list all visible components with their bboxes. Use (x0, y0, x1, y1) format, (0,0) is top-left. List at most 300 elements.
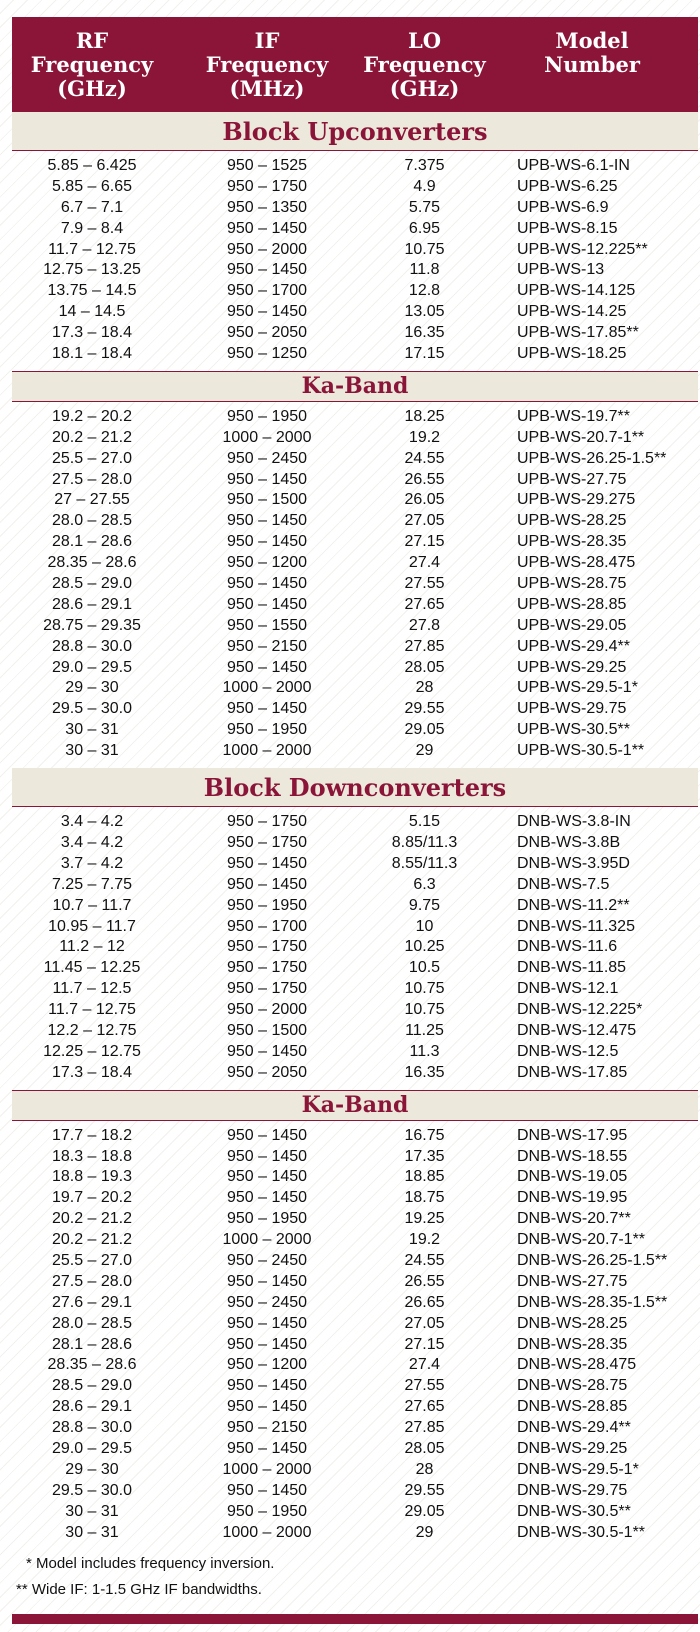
rf-frequency-cell: 7.25 – 7.75 (51, 875, 133, 893)
table-row (12, 407, 698, 428)
if-frequency-cell: 950 – 1450 (226, 1377, 308, 1395)
model-number-cell: UPB-WS-19.7** (517, 407, 630, 425)
rf-frequency-cell: 28.8 – 30.0 (51, 637, 133, 655)
table-row (12, 1439, 698, 1460)
rf-frequency-cell: 18.1 – 18.4 (51, 345, 133, 363)
lo-frequency-cell: 27.05 (404, 1314, 445, 1332)
if-frequency-cell: 950 – 1750 (226, 959, 308, 977)
table-row (12, 1167, 698, 1188)
section-title: Block Upconverters (12, 112, 698, 151)
rf-frequency-cell: 28.35 – 28.6 (47, 1356, 137, 1374)
if-frequency-cell: 950 – 1450 (226, 658, 308, 676)
rf-frequency-cell: 11.45 – 12.25 (43, 959, 141, 977)
if-frequency-cell: 950 – 2050 (226, 1063, 308, 1081)
section-rows (12, 402, 698, 768)
lo-frequency-cell: 4.9 (413, 177, 436, 195)
lo-frequency-cell: 27.4 (408, 554, 441, 572)
model-number-cell: UPB-WS-28.75 (517, 575, 627, 593)
section-rows (12, 807, 698, 1090)
model-number-cell: UPB-WS-29.4** (517, 637, 630, 655)
table-row (12, 875, 698, 896)
if-frequency-cell: 950 – 1950 (226, 1502, 308, 1520)
rf-frequency-cell: 12.2 – 12.75 (47, 1021, 137, 1039)
model-number-cell: DNB-WS-17.85 (517, 1063, 628, 1081)
rf-frequency-cell: 10.7 – 11.7 (52, 896, 132, 914)
lo-frequency-cell: 16.75 (404, 1126, 445, 1144)
rf-frequency-cell: 17.3 – 18.4 (51, 1063, 133, 1081)
table-row (12, 1314, 698, 1335)
rf-frequency-cell: 29 – 30 (65, 679, 119, 697)
header-lo-frequency: LO Frequency (GHz) (363, 28, 486, 101)
lo-frequency-cell: 7.375 (404, 157, 445, 174)
table-row (12, 1251, 698, 1272)
lo-frequency-cell: 5.15 (408, 813, 441, 831)
rf-frequency-cell: 28.0 – 28.5 (51, 1314, 133, 1332)
table-row (12, 678, 698, 699)
if-frequency-cell: 950 – 1750 (226, 938, 308, 956)
table-row (12, 616, 698, 637)
lo-frequency-cell: 28.05 (404, 658, 445, 676)
rf-frequency-cell: 12.75 – 13.25 (43, 261, 141, 279)
if-frequency-cell: 950 – 1450 (226, 1481, 308, 1499)
table-row (12, 595, 698, 616)
model-number-cell: DNB-WS-28.35-1.5** (517, 1293, 668, 1311)
rf-frequency-cell: 30 – 31 (65, 721, 119, 739)
if-frequency-cell: 950 – 1450 (226, 1189, 308, 1207)
table-row (12, 1293, 698, 1314)
model-number-cell: UPB-WS-20.7-1** (517, 428, 645, 446)
lo-frequency-cell: 5.75 (408, 198, 441, 216)
rf-frequency-cell: 28.1 – 28.6 (51, 1335, 133, 1353)
lo-frequency-cell: 28 (415, 679, 434, 697)
lo-frequency-cell: 19.25 (404, 1210, 445, 1228)
lo-frequency-cell: 27.55 (404, 575, 445, 593)
if-frequency-cell: 950 – 1450 (226, 854, 308, 872)
lo-frequency-cell: 29.55 (404, 1481, 445, 1499)
section-title: Ka-Band (12, 1090, 698, 1121)
table-row (12, 637, 698, 658)
rf-frequency-cell: 27.6 – 29.1 (51, 1293, 133, 1311)
model-number-cell: UPB-WS-14.25 (517, 303, 627, 321)
model-number-cell: DNB-WS-26.25-1.5** (517, 1251, 668, 1269)
footer-bar (12, 1614, 698, 1624)
rf-frequency-cell: 11.7 – 12.75 (48, 1001, 136, 1019)
rf-frequency-cell: 3.4 – 4.2 (60, 833, 124, 851)
model-number-cell: DNB-WS-19.95 (517, 1189, 628, 1207)
rf-frequency-cell: 28.0 – 28.5 (51, 512, 133, 530)
table-row (12, 532, 698, 553)
rf-frequency-cell: 27.5 – 28.0 (51, 470, 133, 488)
table-row (12, 699, 698, 720)
table-row (12, 574, 698, 595)
rf-frequency-cell: 5.85 – 6.65 (51, 177, 133, 195)
table-row (12, 1481, 698, 1502)
if-frequency-cell: 950 – 1450 (226, 533, 308, 551)
table-row (12, 553, 698, 574)
table-row (12, 1209, 698, 1230)
table-header (12, 17, 698, 112)
lo-frequency-cell: 8.55/11.3 (391, 854, 458, 872)
rf-frequency-cell: 28.5 – 29.0 (51, 575, 133, 593)
rf-frequency-cell: 17.3 – 18.4 (51, 324, 133, 342)
if-frequency-cell: 950 – 2450 (226, 1251, 308, 1269)
rf-frequency-cell: 29.5 – 30.0 (51, 700, 133, 718)
rf-frequency-cell: 30 – 31 (65, 1523, 119, 1541)
rf-frequency-cell: 7.9 – 8.4 (60, 219, 124, 237)
if-frequency-cell: 950 – 1700 (226, 917, 308, 935)
lo-frequency-cell: 24.55 (404, 1251, 445, 1269)
model-number-cell: DNB-WS-19.05 (517, 1168, 628, 1186)
section-title: Block Downconverters (12, 768, 698, 807)
model-number-cell: DNB-WS-20.7** (517, 1210, 631, 1228)
lo-frequency-cell: 24.55 (404, 449, 445, 467)
if-frequency-cell: 950 – 1450 (226, 261, 308, 279)
lo-frequency-cell: 10 (415, 917, 434, 935)
model-number-cell: UPB-WS-13 (517, 261, 605, 279)
model-number-cell: DNB-WS-30.5** (517, 1502, 631, 1520)
table-row (12, 720, 698, 741)
rf-frequency-cell: 6.7 – 7.1 (60, 198, 124, 216)
model-number-cell: DNB-WS-3.8-IN (517, 813, 631, 831)
model-number-cell: UPB-WS-14.125 (517, 282, 636, 300)
if-frequency-cell: 950 – 1950 (226, 721, 308, 739)
rf-frequency-cell: 19.2 – 20.2 (51, 407, 133, 425)
lo-frequency-cell: 26.55 (404, 470, 445, 488)
header-model-number: Model Number (544, 28, 640, 77)
if-frequency-cell: 950 – 1450 (226, 575, 308, 593)
table-row (12, 260, 698, 281)
table-row (12, 1063, 698, 1084)
section-rows (12, 151, 698, 371)
table-row (12, 1355, 698, 1376)
table-row (12, 490, 698, 511)
rf-frequency-cell: 29.0 – 29.5 (51, 1439, 133, 1457)
table-row (12, 177, 698, 198)
lo-frequency-cell: 28 (415, 1460, 434, 1478)
table-row (12, 1230, 698, 1251)
lo-frequency-cell: 27.85 (404, 1419, 445, 1437)
if-frequency-cell: 1000 – 2000 (222, 1523, 312, 1541)
table-row (12, 958, 698, 979)
model-number-cell: UPB-WS-29.25 (517, 658, 627, 676)
lo-frequency-cell: 27.8 (408, 616, 441, 634)
model-number-cell: DNB-WS-11.6 (517, 938, 618, 956)
lo-frequency-cell: 17.35 (404, 1147, 445, 1165)
table-row (12, 658, 698, 679)
lo-frequency-cell: 10.25 (404, 938, 445, 956)
table-row (12, 281, 698, 302)
lo-frequency-cell: 11.3 (409, 1042, 440, 1060)
if-frequency-cell: 950 – 1450 (226, 1439, 308, 1457)
rf-frequency-cell: 11.2 – 12 (59, 938, 125, 956)
if-frequency-cell: 1000 – 2000 (222, 679, 312, 697)
table-row (12, 449, 698, 470)
rf-frequency-cell: 29 – 30 (65, 1460, 119, 1478)
rf-frequency-cell: 13.75 – 14.5 (47, 282, 137, 300)
rf-frequency-cell: 3.7 – 4.2 (60, 854, 124, 872)
rf-frequency-cell: 20.2 – 21.2 (51, 428, 133, 446)
if-frequency-cell: 950 – 2450 (226, 449, 308, 467)
model-number-cell: DNB-WS-29.75 (517, 1481, 628, 1499)
lo-frequency-cell: 8.85/11.3 (391, 833, 458, 851)
if-frequency-cell: 950 – 1450 (226, 1314, 308, 1332)
model-number-cell: DNB-WS-27.75 (517, 1272, 628, 1290)
if-frequency-cell: 950 – 1450 (226, 1168, 308, 1186)
model-number-cell: UPB-WS-26.25-1.5** (517, 449, 667, 467)
if-frequency-cell: 950 – 1750 (226, 813, 308, 831)
model-number-cell: UPB-WS-6.1-IN (517, 157, 630, 174)
model-number-cell: DNB-WS-28.475 (517, 1356, 637, 1374)
lo-frequency-cell: 13.05 (404, 303, 445, 321)
table-row (12, 741, 698, 762)
lo-frequency-cell: 27.55 (404, 1377, 445, 1395)
table-row (12, 812, 698, 833)
lo-frequency-cell: 19.2 (408, 1231, 441, 1249)
table-row (12, 1000, 698, 1021)
table-row (12, 219, 698, 240)
table-row (12, 428, 698, 449)
lo-frequency-cell: 10.75 (404, 1001, 445, 1019)
lo-frequency-cell: 11.8 (409, 261, 440, 279)
if-frequency-cell: 950 – 2150 (226, 1419, 308, 1437)
if-frequency-cell: 950 – 1450 (226, 512, 308, 530)
model-number-cell: UPB-WS-18.25 (517, 345, 627, 363)
footnotes (12, 1551, 698, 1603)
lo-frequency-cell: 16.35 (404, 1063, 445, 1081)
table-row (12, 1376, 698, 1397)
rf-frequency-cell: 30 – 31 (65, 742, 119, 760)
lo-frequency-cell: 10.75 (404, 980, 445, 998)
model-number-cell: DNB-WS-17.95 (517, 1126, 628, 1144)
rf-frequency-cell: 27.5 – 28.0 (51, 1272, 133, 1290)
if-frequency-cell: 950 – 1700 (226, 282, 308, 300)
rf-frequency-cell: 28.75 – 29.35 (43, 616, 141, 634)
header-if-frequency: IF Frequency (MHz) (205, 28, 329, 101)
lo-frequency-cell: 29.55 (404, 700, 445, 718)
lo-frequency-cell: 6.3 (413, 875, 436, 893)
lo-frequency-cell: 27.65 (404, 1398, 445, 1416)
model-number-cell: DNB-WS-28.75 (517, 1377, 628, 1395)
if-frequency-cell: 1000 – 2000 (222, 1460, 312, 1478)
lo-frequency-cell: 18.85 (404, 1168, 445, 1186)
rf-frequency-cell: 10.95 – 11.7 (48, 917, 136, 935)
table-row (12, 1188, 698, 1209)
model-number-cell: UPB-WS-8.15 (517, 219, 618, 237)
model-number-cell: UPB-WS-30.5** (517, 721, 630, 739)
model-number-cell: DNB-WS-29.4** (517, 1419, 631, 1437)
model-number-cell: UPB-WS-30.5-1** (517, 742, 645, 760)
table-row (12, 1418, 698, 1439)
model-number-cell: UPB-WS-27.75 (517, 470, 627, 488)
lo-frequency-cell: 19.2 (408, 428, 441, 446)
table-row (12, 1042, 698, 1063)
if-frequency-cell: 950 – 2050 (226, 324, 308, 342)
rf-frequency-cell: 25.5 – 27.0 (51, 1251, 133, 1269)
if-frequency-cell: 950 – 2000 (226, 240, 308, 258)
if-frequency-cell: 950 – 1550 (226, 616, 308, 634)
model-number-cell: DNB-WS-3.8B (517, 833, 621, 851)
lo-frequency-cell: 27.85 (404, 637, 445, 655)
section-title: Ka-Band (12, 371, 698, 402)
if-frequency-cell: 950 – 1450 (226, 700, 308, 718)
if-frequency-cell: 950 – 1250 (226, 345, 308, 363)
rf-frequency-cell: 28.6 – 29.1 (51, 595, 133, 613)
if-frequency-cell: 1000 – 2000 (222, 1231, 312, 1249)
if-frequency-cell: 950 – 1350 (226, 198, 308, 216)
if-frequency-cell: 950 – 1450 (226, 1042, 308, 1060)
model-number-cell: UPB-WS-28.475 (517, 554, 636, 572)
lo-frequency-cell: 11.25 (405, 1021, 444, 1039)
rf-frequency-cell: 19.7 – 20.2 (51, 1189, 133, 1207)
lo-frequency-cell: 27.15 (404, 533, 445, 551)
table-row (12, 854, 698, 875)
model-number-cell: DNB-WS-30.5-1** (517, 1523, 646, 1541)
lo-frequency-cell: 9.75 (408, 896, 441, 914)
rf-frequency-cell: 3.4 – 4.2 (60, 813, 124, 831)
lo-frequency-cell: 29 (415, 1523, 434, 1541)
frequency-table (12, 17, 698, 1603)
model-number-cell: DNB-WS-28.35 (517, 1335, 628, 1353)
model-number-cell: DNB-WS-28.85 (517, 1398, 628, 1416)
model-number-cell: UPB-WS-29.75 (517, 700, 627, 718)
footnote-wide-if: ** Wide IF: 1-1.5 GHz IF bandwidths. (16, 1581, 262, 1599)
if-frequency-cell: 950 – 1450 (226, 219, 308, 237)
lo-frequency-cell: 26.05 (404, 491, 445, 509)
table-body (12, 112, 698, 1549)
if-frequency-cell: 950 – 1525 (226, 157, 308, 174)
if-frequency-cell: 950 – 1500 (226, 1021, 308, 1039)
if-frequency-cell: 950 – 1450 (226, 470, 308, 488)
model-number-cell: UPB-WS-28.85 (517, 595, 627, 613)
model-number-cell: UPB-WS-6.9 (517, 198, 609, 216)
footnote-inversion: * Model includes frequency inversion. (26, 1555, 275, 1573)
table-row (12, 1126, 698, 1147)
if-frequency-cell: 950 – 1950 (226, 1210, 308, 1228)
rf-frequency-cell: 20.2 – 21.2 (51, 1231, 133, 1249)
table-row (12, 302, 698, 323)
model-number-cell: UPB-WS-28.35 (517, 533, 627, 551)
rf-frequency-cell: 11.7 – 12.75 (48, 240, 136, 258)
rf-frequency-cell: 29.5 – 30.0 (51, 1481, 133, 1499)
rf-frequency-cell: 20.2 – 21.2 (51, 1210, 133, 1228)
if-frequency-cell: 950 – 1750 (226, 833, 308, 851)
lo-frequency-cell: 29.05 (404, 721, 445, 739)
if-frequency-cell: 950 – 1450 (226, 595, 308, 613)
lo-frequency-cell: 26.55 (404, 1272, 445, 1290)
table-row (12, 240, 698, 261)
table-row (12, 156, 698, 177)
lo-frequency-cell: 27.65 (404, 595, 445, 613)
model-number-cell: UPB-WS-29.5-1* (517, 679, 638, 697)
lo-frequency-cell: 27.4 (408, 1356, 441, 1374)
table-row (12, 979, 698, 1000)
if-frequency-cell: 950 – 2000 (226, 1001, 308, 1019)
lo-frequency-cell: 12.8 (408, 282, 441, 300)
rf-frequency-cell: 27 – 27.55 (54, 491, 130, 509)
rf-frequency-cell: 17.7 – 18.2 (51, 1126, 133, 1144)
rf-frequency-cell: 28.6 – 29.1 (51, 1398, 133, 1416)
model-number-cell: DNB-WS-12.1 (517, 980, 619, 998)
model-number-cell: DNB-WS-20.7-1** (517, 1231, 646, 1249)
rf-frequency-cell: 11.7 – 12.5 (52, 980, 132, 998)
rf-frequency-cell: 25.5 – 27.0 (51, 449, 133, 467)
if-frequency-cell: 950 – 1450 (226, 875, 308, 893)
model-number-cell: DNB-WS-29.25 (517, 1439, 628, 1457)
model-number-cell: DNB-WS-11.2** (517, 896, 630, 914)
if-frequency-cell: 950 – 1450 (226, 303, 308, 321)
rf-frequency-cell: 12.25 – 12.75 (43, 1042, 141, 1060)
rf-frequency-cell: 28.35 – 28.6 (47, 554, 137, 572)
if-frequency-cell: 950 – 1950 (226, 896, 308, 914)
table-row (12, 833, 698, 854)
rf-frequency-cell: 29.0 – 29.5 (51, 658, 133, 676)
if-frequency-cell: 1000 – 2000 (222, 742, 312, 760)
lo-frequency-cell: 27.05 (404, 512, 445, 530)
if-frequency-cell: 950 – 1450 (226, 1398, 308, 1416)
model-number-cell: UPB-WS-17.85** (517, 324, 639, 342)
model-number-cell: UPB-WS-28.25 (517, 512, 627, 530)
table-row (12, 896, 698, 917)
rf-frequency-cell: 30 – 31 (65, 1502, 119, 1520)
rf-frequency-cell: 18.8 – 19.3 (51, 1168, 133, 1186)
rf-frequency-cell: 28.8 – 30.0 (51, 1419, 133, 1437)
rf-frequency-cell: 28.5 – 29.0 (51, 1377, 133, 1395)
model-number-cell: DNB-WS-29.5-1* (517, 1460, 639, 1478)
lo-frequency-cell: 18.75 (404, 1189, 445, 1207)
table-row (12, 1502, 698, 1523)
model-number-cell: DNB-WS-11.325 (517, 917, 635, 935)
if-frequency-cell: 950 – 1950 (226, 407, 308, 425)
table-row (12, 1397, 698, 1418)
model-number-cell: DNB-WS-28.25 (517, 1314, 628, 1332)
lo-frequency-cell: 29 (415, 742, 434, 760)
table-row (12, 198, 698, 219)
lo-frequency-cell: 6.95 (408, 219, 441, 237)
table-row (12, 1272, 698, 1293)
lo-frequency-cell: 16.35 (404, 324, 445, 342)
rf-frequency-cell: 14 – 14.5 (58, 303, 126, 321)
model-number-cell: DNB-WS-7.5 (517, 875, 610, 893)
if-frequency-cell: 950 – 1450 (226, 1272, 308, 1290)
lo-frequency-cell: 28.05 (404, 1439, 445, 1457)
rf-frequency-cell: 28.1 – 28.6 (51, 533, 133, 551)
lo-frequency-cell: 10.5 (408, 959, 441, 977)
if-frequency-cell: 950 – 1450 (226, 1126, 308, 1144)
if-frequency-cell: 950 – 2150 (226, 637, 308, 655)
if-frequency-cell: 950 – 1500 (226, 491, 308, 509)
model-number-cell: UPB-WS-29.275 (517, 491, 636, 509)
lo-frequency-cell: 10.75 (404, 240, 445, 258)
table-row (12, 1147, 698, 1168)
model-number-cell: DNB-WS-12.5 (517, 1042, 619, 1060)
if-frequency-cell: 950 – 2450 (226, 1293, 308, 1311)
rf-frequency-cell: 5.85 – 6.425 (47, 157, 137, 174)
lo-frequency-cell: 27.15 (404, 1335, 445, 1353)
table-row (12, 1523, 698, 1544)
table-row (12, 1335, 698, 1356)
if-frequency-cell: 950 – 1750 (226, 177, 308, 195)
lo-frequency-cell: 17.15 (404, 345, 445, 363)
lo-frequency-cell: 18.25 (404, 407, 445, 425)
model-number-cell: DNB-WS-11.85 (517, 959, 627, 977)
header-rf-frequency: RF Frequency (GHz) (30, 28, 154, 101)
lo-frequency-cell: 29.05 (404, 1502, 445, 1520)
if-frequency-cell: 950 – 1200 (226, 554, 308, 572)
table-row (12, 470, 698, 491)
table-row (12, 1460, 698, 1481)
if-frequency-cell: 1000 – 2000 (222, 428, 312, 446)
if-frequency-cell: 950 – 1450 (226, 1147, 308, 1165)
